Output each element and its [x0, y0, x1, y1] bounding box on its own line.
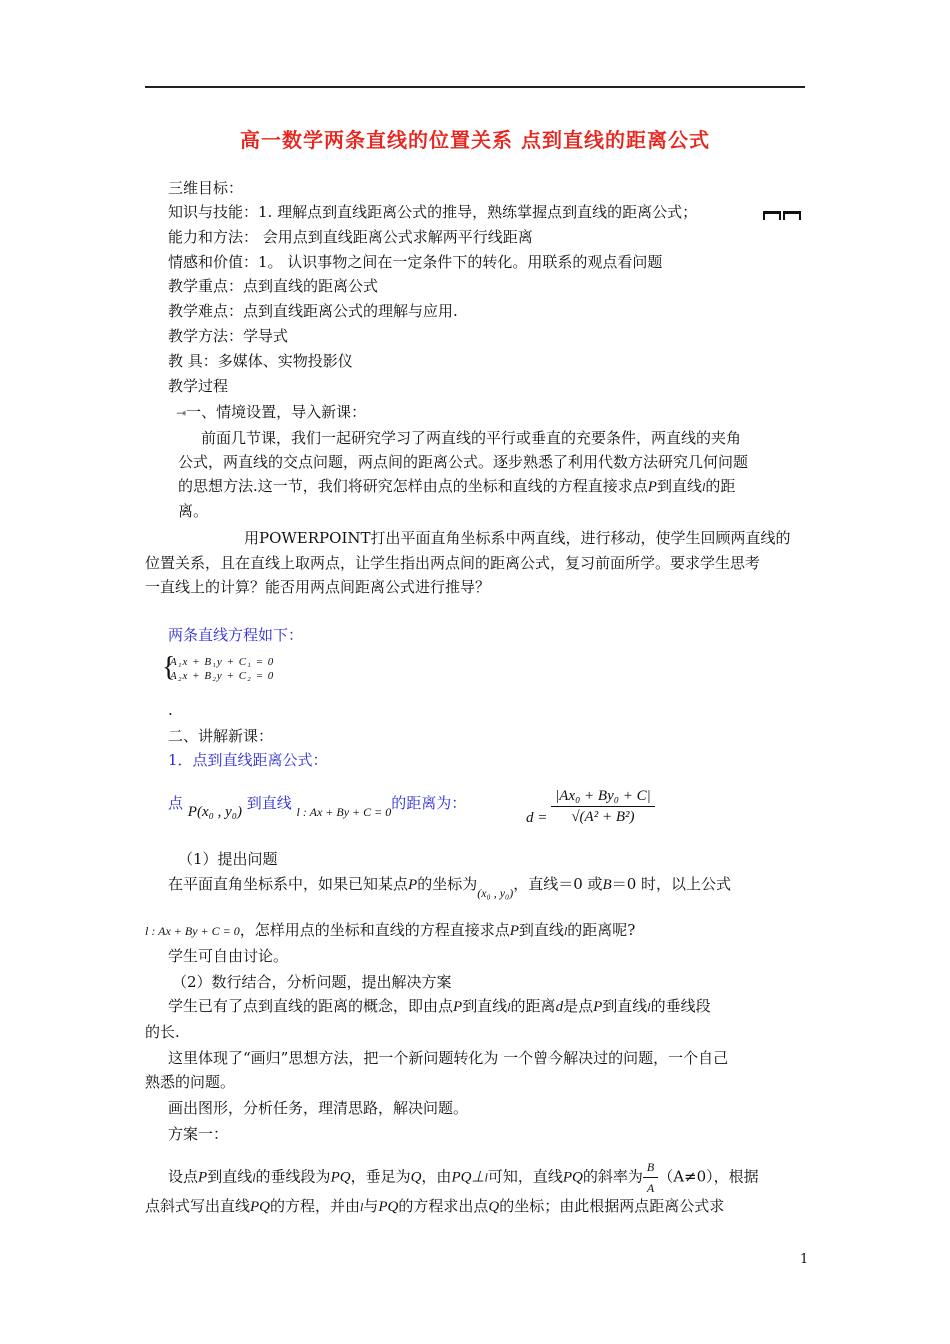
goals-heading: 三维目标：: [168, 179, 244, 197]
goal-knowledge: 知识与技能：1. 理解点到直线距离公式的推导，熟练掌握点到直线的距离公式；: [168, 203, 698, 221]
line-l: l : Ax + By + C = 0: [296, 805, 392, 819]
page-title: 高一数学两条直线的位置关系 点到直线的距离公式: [240, 128, 710, 152]
header-rule: [145, 86, 805, 88]
equation-1: A₁x + B₁y + C₁ = 0: [170, 656, 275, 668]
teaching-tools: 教 具：多媒体、实物投影仪: [168, 352, 353, 370]
arrow-mark-icon: ⇥: [176, 406, 187, 420]
goal-emotion: 情感和价值：1。 认识事物之间在一定条件下的转化。用联系的观点看问题: [168, 253, 663, 271]
q2-line5: 画出图形，分析任务，理清思路，解决问题。: [168, 1099, 469, 1117]
key-point: 教学重点：点到直线的距离公式: [168, 277, 379, 295]
q1-line3: 学生可自由讨论。: [168, 947, 289, 965]
para2-line3: 一直线上的计算？能否用两点间距离公式进行推导？: [145, 578, 491, 596]
formula-d: d = $\frac{\text{|Ax₀ + By₀ + C|}}{\text{√(A² + B²)}}$: [526, 786, 655, 827]
plan1-line1: 设点P到直线l的垂线段为PQ，垂足为Q，由PQ⊥l可知，直线PQ的斜率为 $\frac{B}{A}$ （A≠0），根据: [168, 1157, 759, 1198]
stray-dot: .: [168, 701, 173, 719]
correction-marks: [763, 205, 803, 224]
para1-line1: 前面几节课，我们一起研究学习了两直线的平行或垂直的充要条件，两直线的夹角: [201, 429, 742, 447]
q1-line2: l : Ax + By + C = 0，怎样用点的坐标和直线的方程直接求点P到直线l的距离呢?: [145, 921, 636, 939]
equation-system: [162, 652, 275, 683]
para1-line4: 离。: [178, 502, 209, 520]
para1-line3: 的思想方法.这一节，我们将研究怎样由点的坐标和直线的方程直接求点P到直线l的距: [178, 477, 736, 495]
distance-formula: 点 P(x₀ , y₀) 到直线 $_{l : Ax + By + C = 0}$的距离为：: [168, 794, 467, 820]
question1-heading: （1）提出问题: [178, 850, 278, 868]
q2-line3: 这里体现了“画归”思想方法，把一个新问题转化为 一个曾今解决过的问题，一个自己: [168, 1049, 729, 1067]
formula-denominator: √(A² + B²): [571, 809, 635, 825]
brace-icon: {: [162, 652, 177, 683]
section2-heading: 二、讲解新课：: [168, 727, 274, 745]
goal-ability: 能力和方法： 会用点到直线距离公式求解两平行线距离: [168, 228, 533, 246]
formula-fraction: [551, 786, 655, 827]
teaching-process: 教学过程: [168, 377, 229, 395]
subsection-1: 1．点到直线距离公式：: [168, 751, 328, 769]
difficulty: 教学难点：点到直线距离公式的理解与应用.: [168, 302, 458, 320]
q1-line1: 在平面直角坐标系中，如果已知某点P的坐标为$_{(x_0 , y_0)}$，直线＝0 或B＝0 时，以上公式: [168, 875, 731, 900]
point-p: P(x₀ , y₀): [187, 804, 242, 820]
page-number: 1: [800, 1252, 809, 1267]
plan1-heading: 方案一：: [168, 1125, 229, 1143]
formula-numerator: |Ax₀ + By₀ + C|: [551, 786, 655, 807]
slope-fraction: $\frac{B}{A}$: [643, 1157, 658, 1198]
teaching-method: 教学方法：学导式: [168, 327, 289, 345]
para2-line1: 用POWERPOINT打出平面直角坐标系中两直线，进行移动，使学生回顾两直线的: [244, 529, 791, 547]
q2-line4: 熟悉的问题。: [145, 1073, 236, 1091]
equation-2: A₂x + B₂y + C₂ = 0: [170, 670, 275, 682]
para2-line2: 位置关系，且在直线上取两点，让学生指出两点间的距离公式，复习前面所学。要求学生思考: [145, 554, 761, 572]
q2-line1: 学生已有了点到直线的距离的概念，即由点P到直线l的距离d是点P到直线l的垂线段: [168, 997, 711, 1015]
para1-line2: 公式，两直线的交点问题，两点间的距离公式。逐步熟悉了利用代数方法研究几何问题: [178, 453, 749, 471]
question2-heading: （2）数行结合，分析问题，提出解决方案: [172, 973, 452, 991]
q2-line2: 的长.: [145, 1023, 180, 1041]
equations-label: 两条直线方程如下：: [168, 626, 304, 644]
section1-heading: ⇥一、情境设置，导入新课：: [176, 403, 367, 421]
plan1-line2: 点斜式写出直线PQ的方程，并由l与PQ的方程求出点Q的坐标；由此根据两点距离公式求: [145, 1197, 725, 1215]
